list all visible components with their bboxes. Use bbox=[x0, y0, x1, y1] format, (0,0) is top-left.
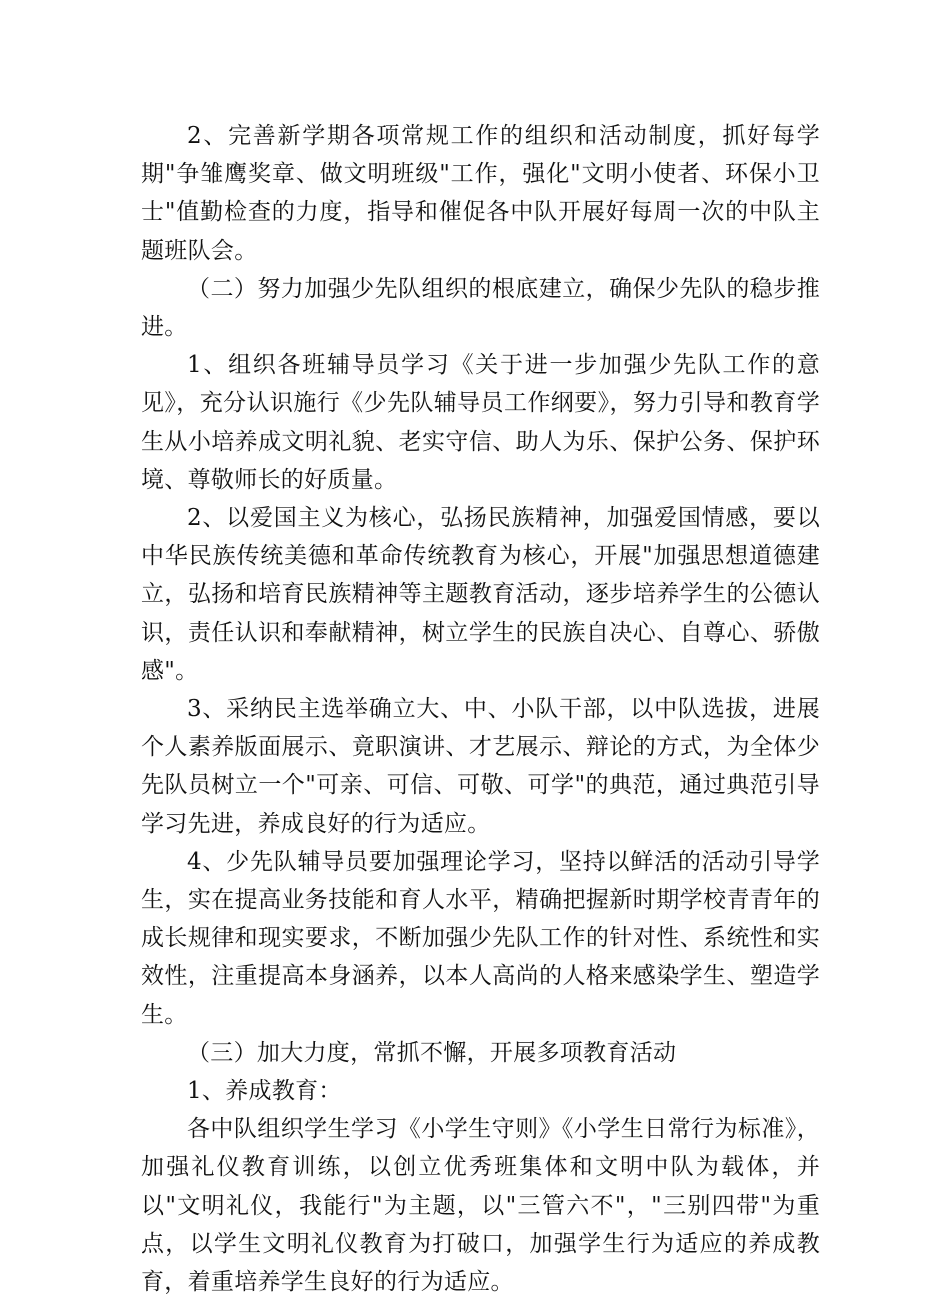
paragraph-item-1-counselor-study: 1、组织各班辅导员学习《关于进一步加强少先队工作的意见》，充分认识施行《少先队辅导员工作纲要》，努力引导和教育学生从小培养成文明礼貌、老实守信、助人为乐、保护公务、保护环境、尊敬师长的好质量。 bbox=[141, 352, 820, 493]
section-heading-three: （三）加大力度，常抓不懈，开展多项教育活动 bbox=[187, 1039, 677, 1066]
section-heading-two: （二）努力加强少先队组织的根底建立，确保少先队的稳步推进。 bbox=[141, 275, 820, 341]
paragraph-item-4-theory-study: 4、少先队辅导员要加强理论学习，坚持以鲜活的活动引导学生，实在提高业务技能和育人水平，精确把握新时期学校青青年的成长规律和现实要求，不断加强少先队工作的针对性、系统性和实效性，注重提高本身涵养，以本人高尚的人格来感染学生、塑造学生。 bbox=[141, 848, 820, 1028]
paragraph-habit-education-body: 各中队组织学生学习《小学生守则》《小学生日常行为标准》，加强礼仪教育训练，以创立优秀班集体和文明中队为载体，并以"文明礼仪，我能行"为主题，以"三管六不"，"三别四带"为重点，以学生文明礼仪教育为打破口，加强学生行为适应的养成教育，着重培养学生良好的行为适应。 bbox=[141, 1116, 820, 1296]
paragraph-item-2-patriotism: 2、以爱国主义为核心，弘扬民族精神，加强爱国情感，要以中华民族传统美德和革命传统教育为核心，开展"加强思想道德建立，弘扬和培育民族精神等主题教育活动，逐步培养学生的公德认识，责任认识和奉献精神，树立学生的民族自决心、自尊心、骄傲感"。 bbox=[141, 505, 820, 684]
paragraph-item-2-regular-work: 2、完善新学期各项常规工作的组织和活动制度，抓好每学期"争雏鹰奖章、做文明班级"工作，强化"文明小使者、环保小卫士"值勤检查的力度，指导和催促各中队开展好每周一次的中队主题班队会。 bbox=[141, 123, 820, 264]
subheading-habit-education: 1、养成教育： bbox=[187, 1078, 342, 1105]
paragraph-item-3-election: 3、采纳民主选举确立大、中、小队干部，以中队选拔，进展个人素养版面展示、竟职演讲、才艺展示、辩论的方式，为全体少先队员树立一个"可亲、可信、可敬、可学"的典范，通过典范引导学习先进，养成良好的行为适应。 bbox=[141, 696, 820, 837]
